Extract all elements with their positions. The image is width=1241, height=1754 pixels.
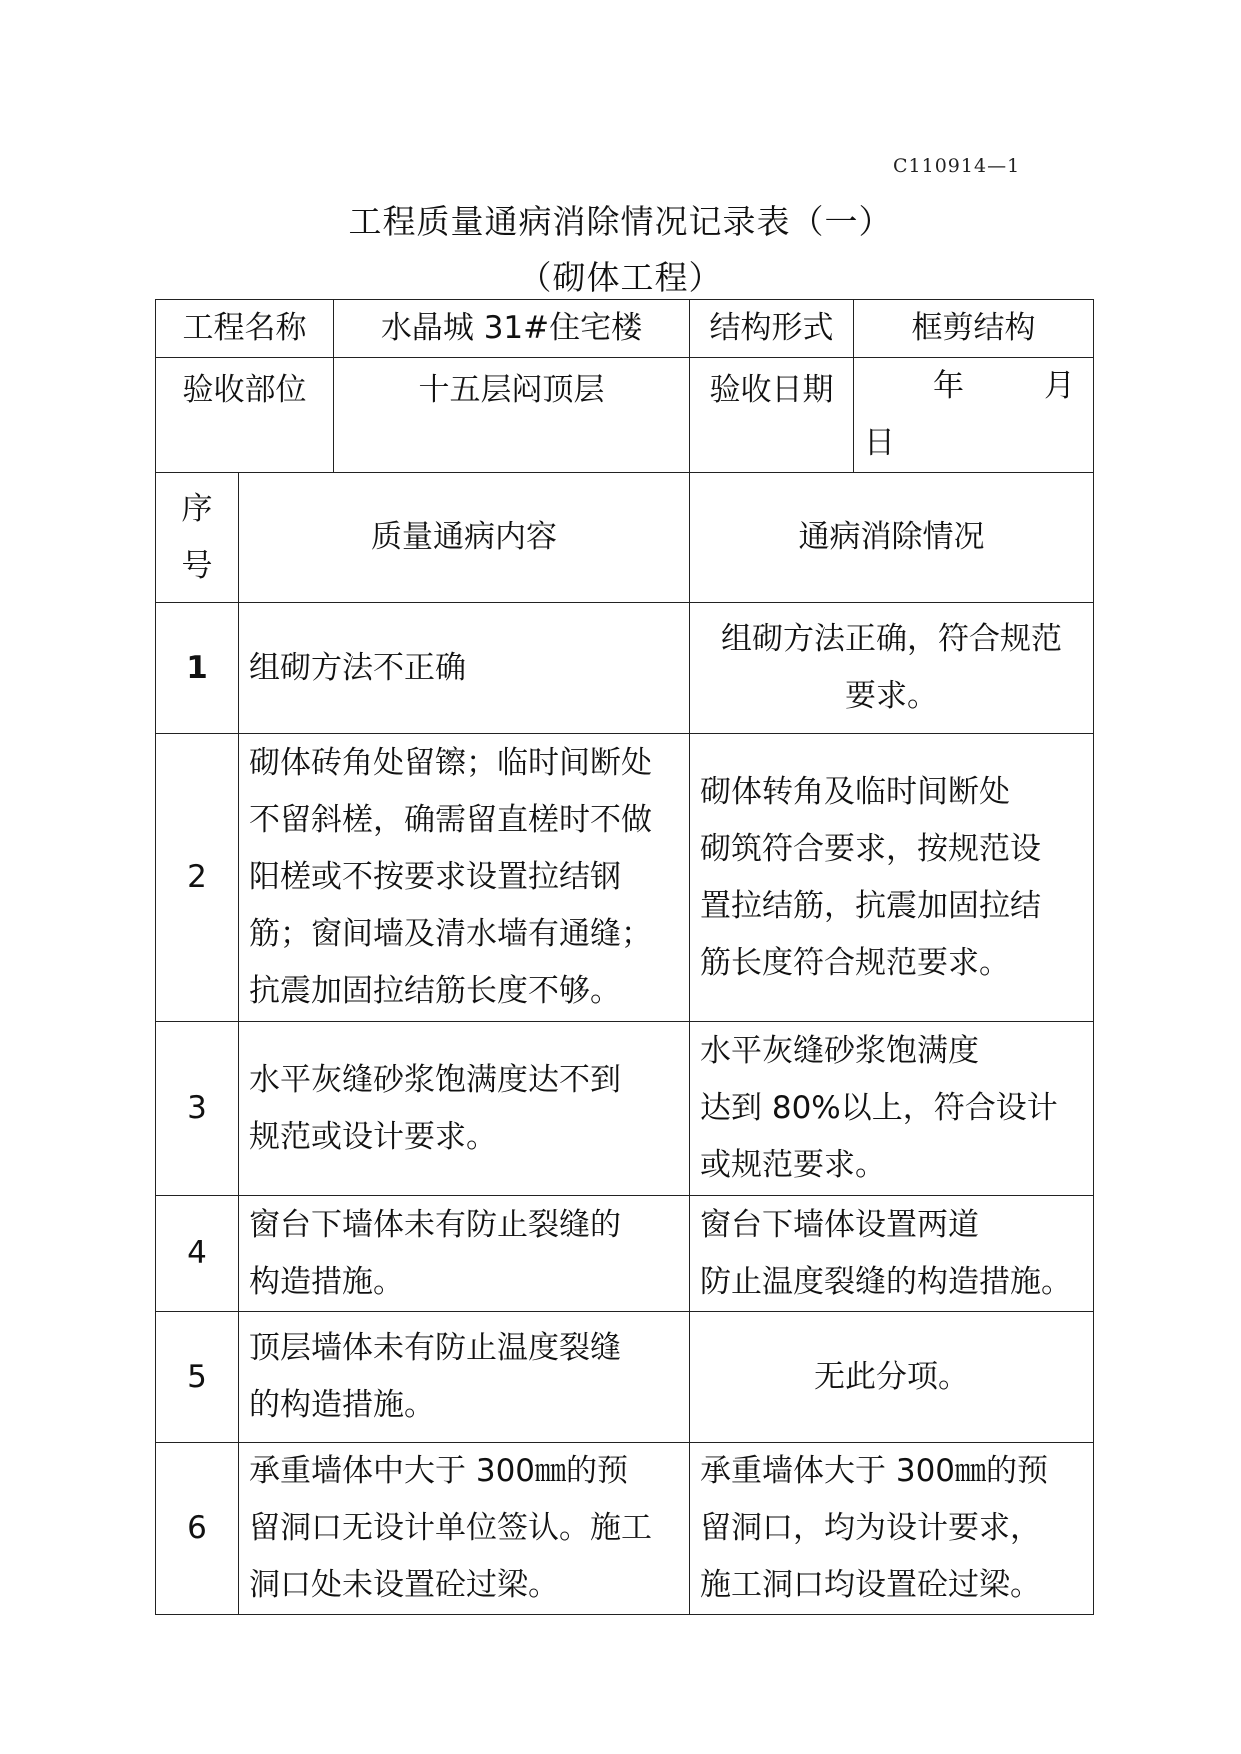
row-number: 5 (156, 1312, 239, 1443)
row-status: 砌体转角及临时间断处 砌筑符合要求，按规范设 置拉结筋，抗震加固拉结 筋长度符合规范要求。 (690, 734, 1094, 1022)
date-month: 月 (1044, 368, 1075, 404)
header-row-project (156, 300, 1094, 358)
row-status: 无此分项。 (690, 1312, 1094, 1443)
row-number: 1 (156, 603, 239, 734)
date-year: 年 (933, 368, 964, 404)
content-header: 质量通病内容 (239, 473, 690, 603)
project-name-label: 工程名称 (156, 300, 334, 358)
row-content: 顶层墙体未有防止温度裂缝 的构造措施。 (239, 1312, 690, 1443)
header-row-acceptance (156, 358, 1094, 473)
acceptance-date-value (854, 358, 1094, 473)
document-subtitle: （砌体工程） (518, 258, 723, 297)
table-row (156, 603, 1094, 734)
table-row (156, 1022, 1094, 1196)
structure-value: 框剪结构 (854, 300, 1094, 358)
table-row (156, 1443, 1094, 1615)
row-status: 水平灰缝砂浆饱满度 达到 80%以上，符合设计 或规范要求。 (690, 1022, 1094, 1196)
row-content: 组砌方法不正确 (239, 603, 690, 734)
acceptance-date-label: 验收日期 (690, 358, 854, 473)
document-code: C110914—1 (893, 155, 1021, 177)
row-content: 砌体砖角处留镲；临时间断处 不留斜槎，确需留直槎时不做 阳槎或不按要求设置拉结钢 筋；窗间墙及清水墙有通缝； 抗震加固拉结筋长度不够。 (239, 734, 690, 1022)
row-number: 3 (156, 1022, 239, 1196)
date-day: 日 (864, 425, 895, 461)
row-number: 4 (156, 1196, 239, 1312)
status-header: 通病消除情况 (690, 473, 1094, 603)
row-status: 承重墙体大于 300㎜的预 留洞口，均为设计要求， 施工洞口均设置砼过梁。 (690, 1443, 1094, 1615)
table-row (156, 734, 1094, 1022)
document-title: 工程质量通病消除情况记录表（一） (348, 202, 893, 241)
row-content: 窗台下墙体未有防止裂缝的 构造措施。 (239, 1196, 690, 1312)
row-content: 水平灰缝砂浆饱满度达不到 规范或设计要求。 (239, 1022, 690, 1196)
row-content: 承重墙体中大于 300㎜的预 留洞口无设计单位签认。施工 洞口处未设置砼过梁。 (239, 1443, 690, 1615)
acceptance-part-value: 十五层闷顶层 (334, 358, 690, 473)
seq-header: 序 号 (156, 473, 239, 603)
table-row (156, 1196, 1094, 1312)
acceptance-part-label: 验收部位 (156, 358, 334, 473)
row-number: 6 (156, 1443, 239, 1615)
project-name-value: 水晶城 31#住宅楼 (334, 300, 690, 358)
row-number: 2 (156, 734, 239, 1022)
structure-label: 结构形式 (690, 300, 854, 358)
record-table (155, 299, 1094, 1615)
column-header-row (156, 473, 1094, 603)
row-status: 组砌方法正确，符合规范 要求。 (690, 603, 1094, 734)
row-status: 窗台下墙体设置两道 防止温度裂缝的构造措施。 (690, 1196, 1094, 1312)
table-row (156, 1312, 1094, 1443)
